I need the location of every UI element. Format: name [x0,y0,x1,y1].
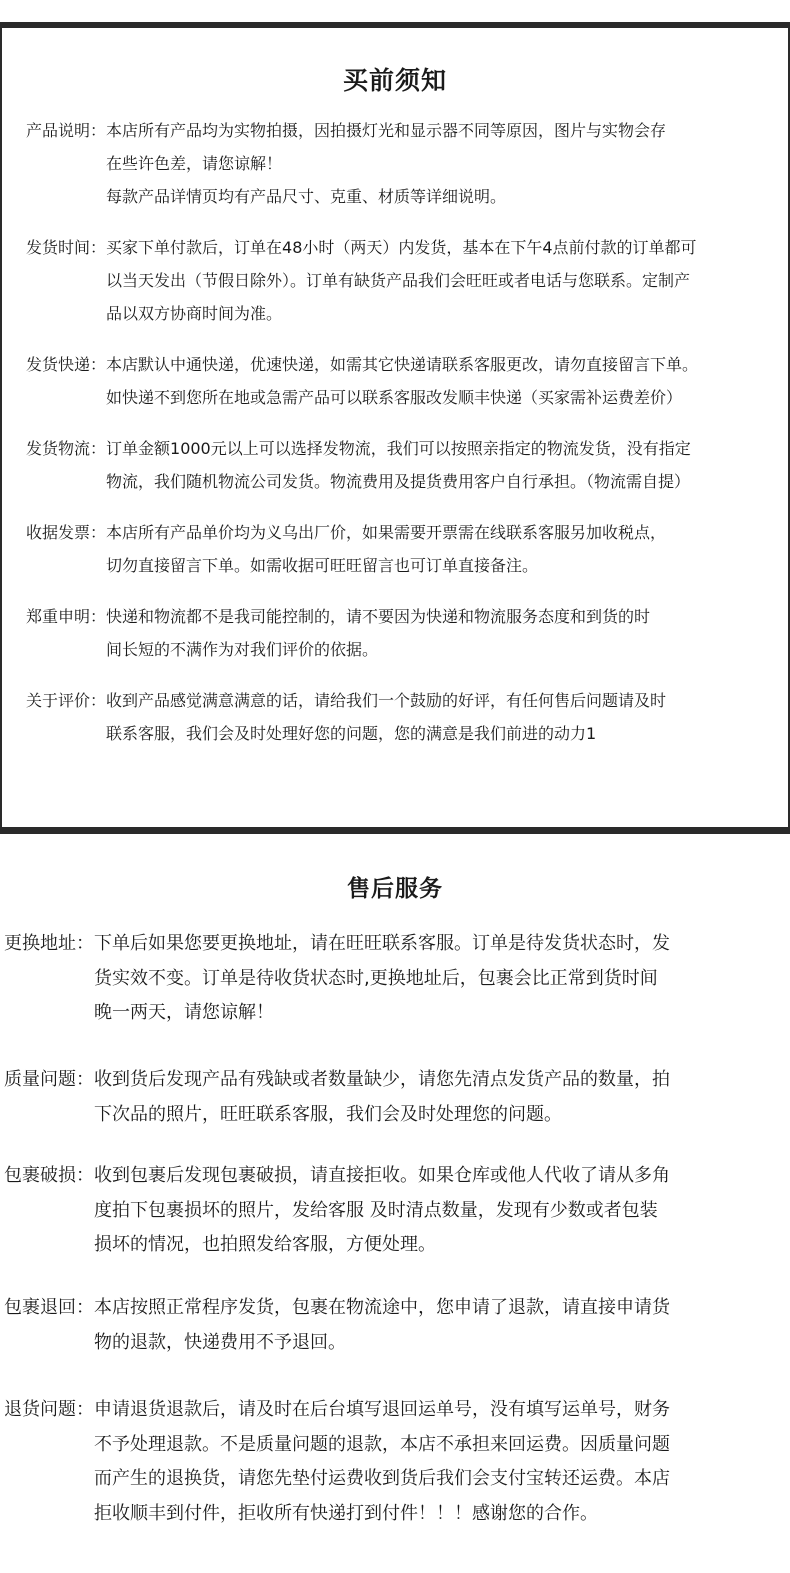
item-line: 申请退货退款后，请及时在后台填写退回运单号，没有填写运单号，财务 [94,1399,670,1420]
notice-box [0,22,790,834]
item-label: 关于评价： [26,691,107,710]
aftersale-item-quality [4,1063,786,1132]
notice-item-logistics [26,432,784,498]
item-line: 本店按照正常程序发货，包裹在物流途中，您申请了退款，请直接申请货 [94,1297,670,1318]
item-line: 本店所有产品单价均为义乌出厂价，如果需要开票需在线联系客服另加收税点， [106,523,667,542]
item-line: 间长短的不满作为对我们评价的依据。 [106,640,379,659]
item-line: 本店所有产品均为实物拍摄，因拍摄灯光和显示器不同等原因，图片与实物会存 [106,121,667,140]
aftersale-item-returns [4,1393,786,1531]
aftersale-item-damaged-package [4,1159,786,1263]
item-label: 郑重申明： [26,607,107,626]
item-label: 收据发票： [26,523,107,542]
item-line: 收到包裹后发现包裹破损，请直接拒收。如果仓库或他人代收了请从多角 [94,1165,670,1186]
item-label: 产品说明： [26,121,107,140]
item-line: 度拍下包裹损坏的照片，发给客服 及时清点数量，发现有少数或者包装 [94,1199,658,1221]
notice-item-review [26,684,784,750]
item-line: 订单金额1000元以上可以选择发物流，我们可以按照亲指定的物流发货，没有指定 [106,439,691,458]
item-line: 收到货后发现产品有残缺或者数量缺少，请您先清点发货产品的数量，拍 [94,1069,670,1090]
item-line: 每款产品详情页均有产品尺寸、克重、材质等详细说明。 [106,187,507,206]
item-label: 退货问题： [4,1399,94,1420]
notice-item-product-description [26,114,784,213]
notice-item-courier [26,348,784,414]
notice-title: 买前须知 [342,66,447,95]
item-label: 包裹退回： [4,1297,94,1318]
notice-item-declaration [26,600,784,666]
item-line: 在些许色差，请您谅解！ [106,154,283,173]
item-line: 品以双方协商时间为准。 [106,304,283,323]
item-line: 货实效不变。订单是待收货状态时,更换地址后，包裹会比正常到货时间 [94,967,658,989]
item-line: 下单后如果您要更换地址，请在旺旺联系客服。订单是待发货状态时，发 [94,933,670,954]
aftersale-title: 售后服务 [347,876,443,902]
item-line: 切勿直接留言下单。如需收据可旺旺留言也可订单直接备注。 [106,556,539,575]
item-line: 而产生的退换货，请您先垫付运费收到货后我们会支付宝转还运费。本店 [94,1468,670,1489]
item-label: 发货时间： [26,238,107,257]
item-line: 拒收顺丰到付件，拒收所有快递打到付件！！！感谢您的合作。 [94,1502,598,1524]
item-line: 损坏的情况，也拍照发给客服，方便处理。 [94,1234,436,1255]
item-label: 包裹破损： [4,1165,94,1186]
aftersale-item-change-address [4,927,786,1031]
item-line: 物流，我们随机物流公司发货。物流费用及提货费用客户自行承担。（物流需自提） [106,472,691,491]
notice-item-invoice [26,516,784,582]
item-line: 物的退款，快递费用不予退回。 [94,1331,346,1353]
item-line: 买家下单付款后，订单在48小时（两天）内发货，基本在下午4点前付款的订单都可 [106,238,697,257]
item-line: 晚一两天，请您谅解！ [94,1002,274,1023]
aftersale-item-package-return [4,1291,786,1360]
item-line: 快递和物流都不是我司能控制的，请不要因为快递和物流服务态度和到货的时 [106,607,651,626]
notice-item-shipping-time [26,231,784,330]
item-label: 质量问题： [4,1069,94,1090]
item-label: 更换地址： [4,933,94,954]
item-line: 如快递不到您所在地或急需产品可以联系客服改发顺丰快递（买家需补运费差价） [106,388,683,407]
item-line: 下次品的照片，旺旺联系客服，我们会及时处理您的问题。 [94,1103,562,1125]
item-line: 以当天发出（节假日除外）。订单有缺货产品我们会旺旺或者电话与您联系。定制产 [106,271,691,290]
item-label: 发货物流： [26,439,107,458]
item-line: 联系客服，我们会及时处理好您的问题，您的满意是我们前进的动力1 [106,724,597,743]
item-line: 收到产品感觉满意满意的话，请给我们一个鼓励的好评，有任何售后问题请及时 [106,691,667,710]
item-line: 不予处理退款。不是质量问题的退款，本店不承担来回运费。因质量问题 [94,1433,670,1455]
item-line: 本店默认中通快递，优速快递，如需其它快递请联系客服更改，请勿直接留言下单。 [106,355,699,374]
item-label: 发货快递： [26,355,107,374]
